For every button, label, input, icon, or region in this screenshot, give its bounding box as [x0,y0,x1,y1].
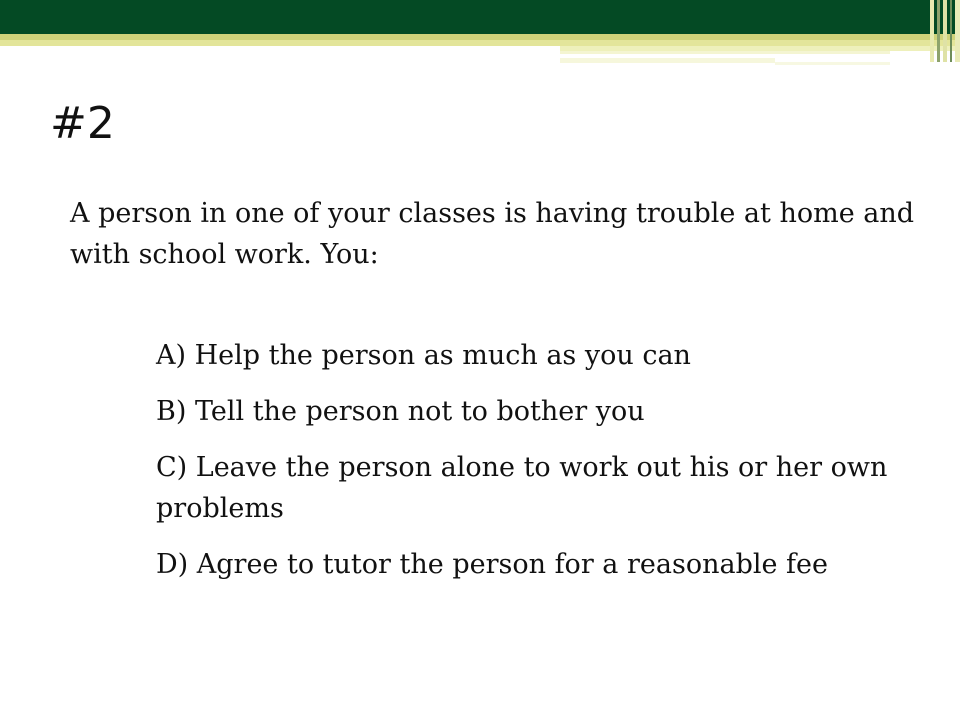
answer-option-b: B) Tell the person not to bother you [156,396,645,427]
answer-options-list [156,335,916,600]
header-banner [0,0,960,90]
answer-option-c: C) Leave the person alone to work out his or her own problems [156,452,888,524]
question-text: A person in one of your classes is having trouble at home and with school work. You: [70,198,915,270]
slide-title: #2 [50,98,115,149]
answer-option-d: D) Agree to tutor the person for a reasonable fee [156,549,828,580]
answer-option-a: A) Help the person as much as you can [156,340,691,371]
